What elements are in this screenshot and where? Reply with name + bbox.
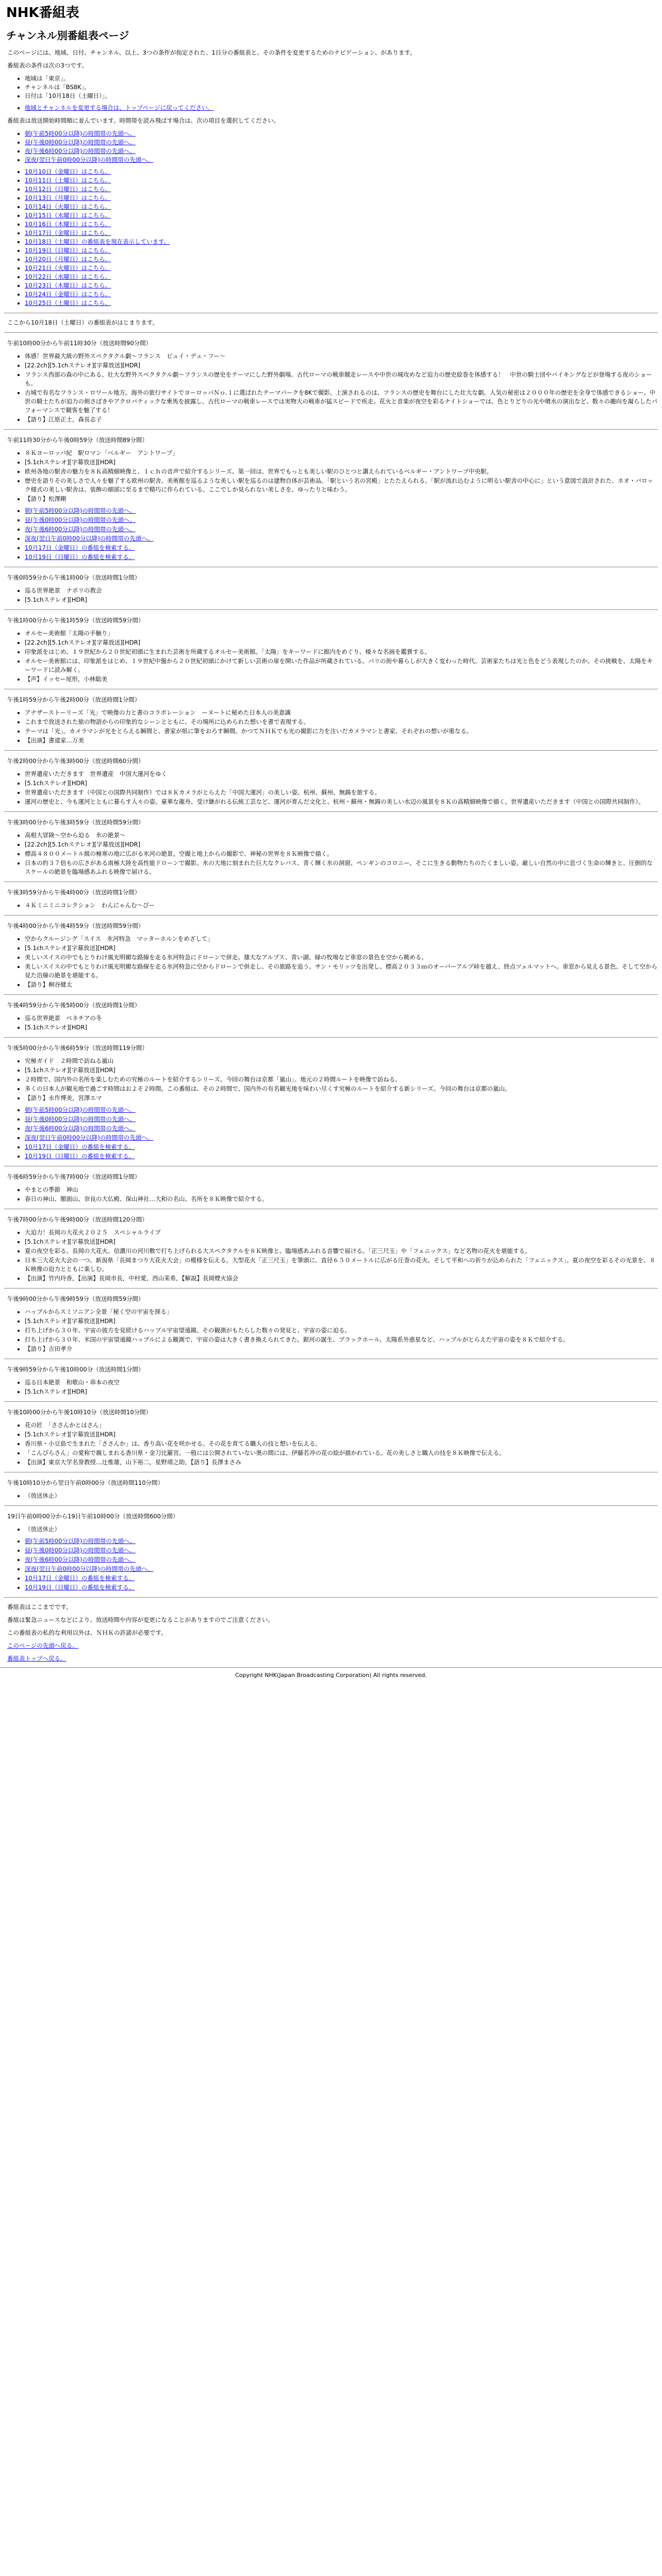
program-entry <box>4 1215 658 1283</box>
schedule-start: ここから10月18日（土曜日）の番組表がはじまります。 <box>7 319 158 326</box>
list-item <box>25 1574 658 1583</box>
program-time: 午前11時30分から午後0時59分（放送時間89分間） <box>7 436 148 444</box>
program-time: 19日午前0時00分から19日午前10時00分（放送時間600分間） <box>7 1513 179 1520</box>
date-link[interactable]: 10月19日（日曜日）はこちら。 <box>25 247 111 254</box>
program-detail-line: • 打ち上げから３０年、米国の宇宙望遠鏡ハッブルによる観測で、宇宙の姿は大きく書き換えられてきた。銀河の誕生、ブラックホール、太陽系外惑星など、ハッブルがとらえた宇宙の姿を８Ｋで紹介する。 <box>25 1335 658 1344</box>
program-detail-line: • （放送休止） <box>25 1492 658 1500</box>
list-item <box>25 516 658 524</box>
divider <box>4 332 658 333</box>
program-details <box>4 1185 658 1204</box>
divider <box>4 1505 658 1506</box>
list-item <box>25 1143 658 1151</box>
program-time: 午後7時00分から午後9時00分（放送時間120分間） <box>7 1216 148 1223</box>
program-time: 午後4時59分から午後5時00分（放送時間1分間） <box>7 1002 141 1009</box>
program-time: 午後1時59分から午後2時00分（放送時間1分間） <box>7 696 141 703</box>
divider <box>4 429 658 430</box>
program-detail-line: • 花の匠 「ささんかとはさん」 <box>25 1421 658 1430</box>
program-detail-line: • 巡る世界絶景 ベネチアの冬 <box>25 1014 658 1023</box>
nav-link[interactable]: 10月17日（金曜日）の番組を検索する。 <box>25 544 135 551</box>
divider <box>4 811 658 812</box>
nav-link-list <box>4 1537 658 1592</box>
program-time: 午後10時00分から午後10時10分（放送時間10分間） <box>7 1409 152 1416</box>
list-item <box>25 1555 658 1564</box>
program-details <box>4 901 658 910</box>
nav-link[interactable]: 深夜(翌日午前0時00分以降)の時間帯の先頭へ。 <box>25 1565 154 1572</box>
list-item <box>25 544 658 552</box>
list-item <box>25 104 658 112</box>
program-entry <box>4 818 658 876</box>
program-detail-line: • 運河の歴史と、今も運河とともに暮らす人々の姿。豪華な龍舟、受け継がれる伝統工芸など、運河が育んだ文化と、杭州・蘇州・無錫の美しい水辺の風景を８Ｋの高精細映像で描く。世界遺産いただきます（中国との国際共同制作）。 <box>25 798 658 806</box>
list-item <box>25 1106 658 1114</box>
program-details <box>4 1378 658 1396</box>
nav-link[interactable]: 昼(午後0時00分以降)の時間帯の先頭へ。 <box>25 1547 136 1554</box>
program-detail-line: • [5.1chステレオ][字幕放送][HDR] <box>25 944 658 953</box>
list-item <box>25 156 658 164</box>
program-details <box>4 831 658 876</box>
date-list-item <box>25 229 658 238</box>
date-list-item <box>25 273 658 281</box>
list-item <box>25 147 658 156</box>
skip-noon-link[interactable]: 昼(午後0時00分以降)の時間帯の先頭へ。 <box>25 139 136 146</box>
program-detail-line: • [22.2ch][5.1chステレオ][字幕放送][HDR] <box>25 840 658 849</box>
program-time: 午前10時00分から午前11時30分（放送時間90分間） <box>7 340 152 347</box>
program-entry <box>4 1479 658 1500</box>
nav-link[interactable]: 10月19日（日曜日）の番組を検索する。 <box>25 1584 135 1591</box>
schedule-end: 番組表はここまでです。 <box>7 1603 72 1611</box>
skip-latenight-link[interactable]: 深夜(翌日午前0時00分以降)の時間帯の先頭へ。 <box>25 156 154 163</box>
nav-link[interactable]: 夜(午後6時00分以降)の時間帯の先頭へ。 <box>25 526 136 533</box>
divider <box>4 609 658 610</box>
list-item <box>25 1583 658 1592</box>
date-link[interactable]: 10月17日（金曜日）はこちら。 <box>25 229 111 236</box>
program-detail-line: • 【語り】江原正士，森長志子 <box>25 415 658 424</box>
date-list-item <box>25 176 658 185</box>
program-detail-line: • 【語り】吉田孝介 <box>25 1345 658 1353</box>
nav-link[interactable]: 深夜(翌日午前0時00分以降)の時間帯の先頭へ。 <box>25 1134 154 1141</box>
program-entry <box>4 757 658 806</box>
list-item <box>25 1133 658 1142</box>
program-time: 午後9時59分から午後10時00分（放送時間1分間） <box>7 1366 144 1373</box>
program-detail-line: • 【語り】松澤剛 <box>25 495 658 503</box>
program-entry <box>4 339 658 424</box>
date-list-item <box>25 211 658 220</box>
program-list <box>4 332 658 1592</box>
date-list-item <box>25 264 658 273</box>
date-list-item <box>25 167 658 176</box>
program-detail-line: • 大迫力！長岡の大花火２０２５ スペシャルライブ <box>25 1228 658 1237</box>
divider <box>4 994 658 995</box>
date-list-item <box>25 281 658 290</box>
divider <box>4 1037 658 1038</box>
program-details <box>4 449 658 503</box>
program-details <box>4 708 658 745</box>
program-details <box>4 1057 658 1103</box>
program-entry <box>4 1408 658 1467</box>
divider <box>4 1401 658 1402</box>
program-time: 午後3時00分から午後3時59分（放送時間59分間） <box>7 819 144 826</box>
date-list-item <box>25 194 658 202</box>
program-detail-line: • 多くの日本人が観光地で過ごす時間はおよそ２時間。この番組は、その２時間で、国内外の有名観光地を味わい尽くす究極のルートを紹介する新シリーズ。今回の舞台は京都の嵐山。 <box>25 1084 658 1093</box>
date-link[interactable]: 10月14日（火曜日）はこちら。 <box>25 203 111 210</box>
program-details <box>4 1014 658 1032</box>
program-time: 午後10時10分から翌日午前0時00分（放送時間110分間） <box>7 1479 164 1486</box>
program-detail-line: • 日本三大花火大会の一つ、新潟県「長岡まつり大花火大会」の模様を伝える。大型花火「正三尺玉」を筆頭に、直径６５０メートルに広がる圧巻の花火。そして平和への祈りが込められた「フェニックス」。夏の夜空を彩るその光景を、８Ｋ映像の迫力とともに楽しむ。 <box>25 1256 658 1274</box>
intro-text: このページには、地域、日付、チャンネル、以上、3つの条件が指定された、1日分の番組表と、その条件を変更するためのナビゲーション、があります。 <box>7 49 416 56</box>
date-link[interactable]: 10月18日（土曜日）の番組表を現在表示しています。 <box>25 238 170 245</box>
nav-link[interactable]: 10月17日（金曜日）の番組を検索する。 <box>25 1143 135 1150</box>
program-entry <box>4 1365 658 1396</box>
program-detail-line: • フランス西部の森の中にある、壮大な野外スペクタクル劇〜フランスの歴史をテーマにした野外劇場。古代ローマの戦車競走レースや中世の城攻めなど迫力の歴史絵巻を体感する！ 中世の騎士団やバイキングなどが登場する夜のショーも。 <box>25 370 658 388</box>
program-details <box>4 629 658 684</box>
program-detail-line: • 印象派をはじめ、１９世紀から２０世紀初頭に生まれた芸術を所蔵するオルセー美術館。「太陽」をキーワードに館内をめぐり、様々な名画を鑑賞する。 <box>25 648 658 656</box>
program-entry <box>4 1001 658 1032</box>
date-list <box>4 167 658 308</box>
nav-link[interactable]: 10月17日（金曜日）の番組を検索する。 <box>25 1574 135 1582</box>
program-time: 午後6時59分から午後7時00分（放送時間1分間） <box>7 1173 141 1180</box>
program-detail-line: • オルセー美術館「太陽の手触り」 <box>25 629 658 638</box>
date-link[interactable]: 10月12日（日曜日）はこちら。 <box>25 185 111 193</box>
nav-link[interactable]: 10月19日（日曜日）の番組を検索する。 <box>25 553 135 561</box>
program-detail-line: • 日本の約３７倍もの広さがある南極大陸を高性能ドローンで撮影。氷の大地に刻まれた巨大なクレバス、青く輝く氷の洞窟、ペンギンのコロニー、そこに生きる動物たちのたくましい姿。厳しい自然の中に息づく生命の輝きと、圧倒的なスケールの絶景を臨場感あふれる映像で届ける。 <box>25 859 658 876</box>
condition-item: • 地域は「東京」。 <box>25 74 658 83</box>
list-item <box>25 553 658 562</box>
list-item <box>25 1546 658 1555</box>
list-item <box>25 534 658 543</box>
list-item <box>25 525 658 534</box>
home-line <box>7 1654 658 1663</box>
section-title: チャンネル別番組表ページ <box>6 29 129 42</box>
conditions-heading: 番組表の条件は次の3つです。 <box>7 62 88 69</box>
program-detail-line: • 欧州各地の駅舎の魅力を８Ｋ高精細映像と、１ｃｈの音声で紹介するシリーズ。第一回は、世界でもっとも美しい駅のひとつと讃えられているベルギー・アントワープ中央駅。 <box>25 467 658 476</box>
program-detail-line: • これまで放送された旅の物語からの印象的なシーンとともに、その場所に込められた想いを書で表現する。 <box>25 718 658 726</box>
program-detail-line: • [5.1chステレオ][字幕放送][HDR] <box>25 458 658 467</box>
date-list-item <box>25 290 658 299</box>
program-details <box>4 352 658 424</box>
program-detail-line: • 打ち上げから３０年、宇宙の彼方を見続けるハッブル宇宙望遠鏡。その観測がもたらした数々の発見と、宇宙の姿に迫る。 <box>25 1326 658 1335</box>
nav-link[interactable]: 夜(午後6時00分以降)の時間帯の先頭へ。 <box>25 1556 136 1563</box>
list-item <box>25 138 658 147</box>
program-entry <box>4 888 658 910</box>
list-item <box>25 1124 658 1133</box>
program-time: 午後2時00分から午後3時00分（放送時間60分間） <box>7 757 144 765</box>
program-detail-line: • 歴史を語りその美しさで人々を魅了する欧州の駅舎。美術館を巡るような美しい駅を巡るのは建物自体が芸術品。「駅という名の宮殿」とたたえられる。「駅が流れ込むように明るい駅舎の中心に」という意図で設計された、ネオ・バロック様式の美しい駅舎は、装飾の細部に至るまで精巧に作られている。ここでしか見られない美しさを、ゆったりと味わう。 <box>25 477 658 494</box>
program-entry <box>4 436 658 562</box>
program-detail-line: • 【出演】書道家…万美 <box>25 736 658 745</box>
program-details <box>4 1308 658 1353</box>
program-detail-line: • 【語り】永作博美，宮澤エマ <box>25 1094 658 1103</box>
program-entry <box>4 922 658 989</box>
list-item <box>25 129 658 138</box>
program-detail-line: • 美しいスイスの中でもとりわけ風光明媚な路線を走る氷河特急に空からドローンで併走し、その旅路を追う。サン・モリッツを出発し、標高２０３３ｍのオーバーアルプ峠を越え、終点ツェルマットへ。車窓から見える景色、そして空から見た沿線の絶景を堪能する。 <box>25 962 658 980</box>
nav-link[interactable]: 朝(午前5時00分以降)の時間帯の先頭へ。 <box>25 1537 136 1545</box>
program-detail-line: • ４Ｋミニミニコレクション わんにゃんむ〜びー <box>25 901 658 910</box>
program-detail-line: • 香川県・小豆島で生まれた「ささんか」は、香り高い花を咲かせる。その花を育てる職人の技と想いを伝える。 <box>25 1439 658 1448</box>
date-link[interactable]: 10月21日（火曜日）はこちら。 <box>25 264 111 272</box>
program-detail-line: • 【語り】桐谷健太 <box>25 980 658 989</box>
divider <box>4 1597 658 1598</box>
notice-text: この番組表の私的な利用以外は、ＮＨＫの許諾が必要です。 <box>7 1629 167 1636</box>
date-list-item <box>25 202 658 211</box>
program-detail-line: • [5.1chステレオ][HDR] <box>25 779 658 788</box>
program-detail-line: • [5.1chステレオ][字幕放送][HDR] <box>25 1238 658 1246</box>
program-detail-line: • やまとの季節 神山 <box>25 1185 658 1194</box>
date-list-item <box>25 185 658 194</box>
program-detail-line: • 美しいスイスの中でもとりわけ風光明媚な路線を走る氷河特急にドローンで併走。雄大なアルプス、青い湖、緑の牧場など車窓の景色を空から眺める。 <box>25 953 658 962</box>
back-to-top-link[interactable]: このページの先頭へ戻る。 <box>7 1642 78 1649</box>
date-link[interactable]: 10月11日（土曜日）はこちら。 <box>25 177 111 184</box>
date-link[interactable]: 10月20日（月曜日）はこちら。 <box>25 256 111 263</box>
divider <box>4 1288 658 1289</box>
program-time: 午後5時00分から午後6時59分（放送時間119分間） <box>7 1044 148 1052</box>
date-link[interactable]: 10月25日（土曜日）はこちら。 <box>25 299 111 307</box>
program-detail-line: • オルセー美術館には、印象派をはじめ、１９世紀中盤から２０世紀初頭にかけて新しい芸術の扉を開いた作品が所蔵されている。パリの街や暮らしが大きく変わった時代、芸術家たちは光と色をどう表現したのか。その挑戦を、太陽をキーワードに読み解く。 <box>25 657 658 674</box>
conditions-list <box>4 74 658 100</box>
program-detail-line: • アナザーストーリーズ「光」で映像の力と書のコラボレーション ーヌートに秘めた日本人の美意識 <box>25 708 658 717</box>
program-detail-line: • [5.1chステレオ][HDR] <box>25 1387 658 1396</box>
change-region-link[interactable]: 地域とチャンネルを変更する場合は、トップページに戻ってください。 <box>25 104 214 111</box>
program-entry <box>4 1295 658 1353</box>
program-detail-line: • 春日の神山、額面山、奈良の大仏殿、保山神社…大和の名山、名所を８Ｋ映像で紹介する。 <box>25 1195 658 1204</box>
program-detail-line: • [5.1chステレオ][字幕放送][HDR] <box>25 1317 658 1326</box>
program-detail-line: • 体感！世界最大級の野外スペクタクル劇〜フランス ピュイ・デュ・フー〜 <box>25 352 658 361</box>
program-detail-line: • 世界遺産いただきます 世界遺産 中国大運河をゆく <box>25 770 658 778</box>
back-top-line <box>7 1641 658 1650</box>
page-title: NHK番組表 <box>6 5 79 21</box>
program-details <box>4 1228 658 1283</box>
program-time: 午後0時59分から午後1時00分（放送時間1分間） <box>7 574 141 581</box>
program-entry <box>4 1044 658 1161</box>
time-skip-list <box>4 129 658 164</box>
program-detail-line: • 巡る世界絶景 ナポリの教会 <box>25 586 658 595</box>
divider <box>4 915 658 916</box>
nav-link-list <box>4 1106 658 1161</box>
program-detail-line: • 高根大冒険〜空から迫る 氷の絶景〜 <box>25 831 658 840</box>
program-detail-line: • [5.1chステレオ][字幕放送][HDR] <box>25 1430 658 1439</box>
condition-item: • チャンネルは「BS8K」。 <box>25 83 658 92</box>
list-item <box>25 1537 658 1546</box>
program-detail-line: • 夏の夜空を彩る、長岡の大花火。信濃川の河川敷で打ち上げられる大スペクタクルを８Ｋ映像と、臨場感あふれる音響で届ける。「正三尺玉」や「フェニックス」など名物の花火を堪能する。 <box>25 1247 658 1256</box>
program-details <box>4 935 658 989</box>
notice-text: 番組は緊急ニュースなどにより、放送時間や内容が変更になることがありますのでご注意ください。 <box>7 1616 274 1623</box>
program-detail-line: • （放送休止） <box>25 1525 658 1534</box>
nav-link[interactable]: 昼(午後0時00分以降)の時間帯の先頭へ。 <box>25 516 136 523</box>
program-detail-line: • 巡る日本絶景 和歌山・串本の夜空 <box>25 1378 658 1387</box>
nav-link[interactable]: 昼(午後0時00分以降)の時間帯の先頭へ。 <box>25 1115 136 1123</box>
program-details <box>4 1525 658 1534</box>
nav-link-list <box>4 506 658 562</box>
program-detail-line: • [22.2ch][5.1chステレオ][字幕放送][HDR] <box>25 361 658 370</box>
program-detail-line: • 古城で有名なフランス・ロワール地方。海外の旅行サイトでヨーロッパＮｏ.１に選ばれたテーマパークを8Kで撮影。上演されるのは、フランスの歴史を舞台にした壮大な劇。人気の秘密は２０００年の歴史を全身で体感できるショー。中世の騎士たちが迫力の剣さばきやアクロバティックな乗馬を披露し、古代ローマの戦車レースでは実物大の戦車が猛スピードで疾走。花火と音楽が夜空を彩るナイトショーでは、色とりどりの光や噴水の演出など、数々の趣向を凝らしたパフォーマンスで観客を魅了する！ <box>25 388 658 415</box>
program-detail-line: • 「こんぴらさん」の愛称で親しまれる香川県・金刀比羅宮。一般には公開されていない奥の間には、伊藤若冲の花の絵が描かれている。花の美しさと職人の技を８Ｋ映像で伝える。 <box>25 1449 658 1458</box>
program-detail-line: • ２時間で、国内外の名所を楽しむための究極のルートを紹介するシリーズ。今回の舞台は京都「嵐山」。地元の２時間ルートを映像で訪ねる。 <box>25 1075 658 1084</box>
program-detail-line: • 【出演】竹内玲香，【出演】長岡市長，中村愛，西山茉希，【解説】長岡煙火協会 <box>25 1274 658 1283</box>
condition-item: • 日付は「10月18日（土曜日）」。 <box>25 92 658 100</box>
program-detail-line: • テーマは「光」。カメラマンが光をとらえる瞬間と、書家が紙に筆をおろす瞬間。かつてＮＨＫでも光の撮影に力を注いだカメラマンと書家、それぞれの想いが重なる。 <box>25 727 658 736</box>
program-details <box>4 586 658 604</box>
program-entry <box>4 696 658 745</box>
program-details <box>4 770 658 806</box>
program-detail-line: • [5.1chステレオ][HDR] <box>25 1023 658 1032</box>
nav-link[interactable]: 朝(午前5時00分以降)の時間帯の先頭へ。 <box>25 507 136 514</box>
nav-link[interactable]: 朝(午前5時00分以降)の時間帯の先頭へ。 <box>25 1106 136 1113</box>
program-detail-line: • 【声】イッセー尾形，小林聡美 <box>25 675 658 684</box>
program-time: 午後9時00分から午後9時59分（放送時間59分間） <box>7 1295 144 1302</box>
program-detail-line: • 標高４８００メートル級の極寒の地に広がる氷河の絶景。空撮と地上からの撮影で、神秘の世界を８Ｋ映像で描く。 <box>25 850 658 858</box>
program-details <box>4 1421 658 1467</box>
skip-evening-link[interactable]: 夜(午後6時00分以降)の時間帯の先頭へ。 <box>25 147 136 155</box>
date-link[interactable]: 10月13日（月曜日）はこちら。 <box>25 194 111 201</box>
nav-link[interactable]: 夜(午後6時00分以降)の時間帯の先頭へ。 <box>25 1125 136 1132</box>
program-detail-line: • 究極ガイド ２時間で訪ねる嵐山 <box>25 1057 658 1065</box>
program-entry <box>4 616 658 684</box>
program-time: 午後3時59分から午後4時00分（放送時間1分間） <box>7 889 141 896</box>
date-list-item <box>25 299 658 308</box>
list-item <box>25 1565 658 1573</box>
divider <box>4 750 658 751</box>
program-entry <box>4 1512 658 1592</box>
schedule-home-link[interactable]: 番組表トップへ戻る。 <box>7 1655 67 1662</box>
program-details <box>4 1492 658 1500</box>
date-list-item <box>25 246 658 255</box>
list-item <box>25 1152 658 1161</box>
list-item <box>25 506 658 515</box>
copyright: Copyright NHK(Japan Broadcasting Corporation) All rights reserved. <box>0 1667 662 1680</box>
date-link[interactable]: 10月24日（金曜日）はこちら。 <box>25 291 111 298</box>
skip-morning-link[interactable]: 朝(午前5時00分以降)の時間帯の先頭へ。 <box>25 130 136 137</box>
date-link[interactable]: 10月23日（木曜日）はこちら。 <box>25 282 111 289</box>
date-list-item <box>25 255 658 264</box>
program-detail-line: • [22.2ch][5.1chステレオ][字幕放送][HDR] <box>25 638 658 647</box>
nav-link[interactable]: 深夜(翌日午前0時00分以降)の時間帯の先頭へ。 <box>25 535 154 542</box>
date-list-item <box>25 220 658 229</box>
date-link[interactable]: 10月22日（水曜日）はこちら。 <box>25 273 111 280</box>
nav-link[interactable]: 10月19日（日曜日）の番組を検索する。 <box>25 1153 135 1160</box>
program-detail-line: • 世界遺産いただきます（中国との国際共同制作）では８Ｋカメラがとらえた「中国大運河」の美しい姿。杭州、蘇州、無錫を旅する。 <box>25 788 658 797</box>
date-link[interactable]: 10月15日（水曜日）はこちら。 <box>25 212 111 219</box>
program-time: 午後1時00分から午後1時59分（放送時間59分間） <box>7 617 144 624</box>
date-link[interactable]: 10月16日（木曜日）はこちら。 <box>25 221 111 228</box>
program-entry <box>4 1173 658 1204</box>
program-detail-line: • [5.1chステレオ][HDR] <box>25 596 658 604</box>
date-list-item <box>25 238 658 246</box>
program-time: 午後4時00分から午後4時59分（放送時間59分間） <box>7 922 144 929</box>
date-link[interactable]: 10月10日（金曜日）はこちら。 <box>25 168 111 175</box>
program-detail-line: • ８Ｋヨーロッパ紀 駅ロマン「ベルギー アントワープ」 <box>25 449 658 457</box>
program-entry <box>4 573 658 604</box>
program-detail-line: • 空からクルージング「スイス 氷河特急 マッターホルンをめざして」 <box>25 935 658 943</box>
program-detail-line: • ハッブルからスミソニアン全景「秘く空の宇宙を探る」 <box>25 1308 658 1316</box>
time-intro: 番組表は放送開始時間順に並んでいます。時間帯を読み飛ばす場合は、次の項目を選択してください。 <box>7 117 280 124</box>
list-item <box>25 1115 658 1124</box>
program-detail-line: • [5.1chステレオ][字幕放送][HDR] <box>25 1066 658 1075</box>
program-detail-line: • 【出演】東京大学名誉教授…辻惟雄，山下裕二，星野靖之助，【語り】長澤まさみ <box>25 1458 658 1467</box>
